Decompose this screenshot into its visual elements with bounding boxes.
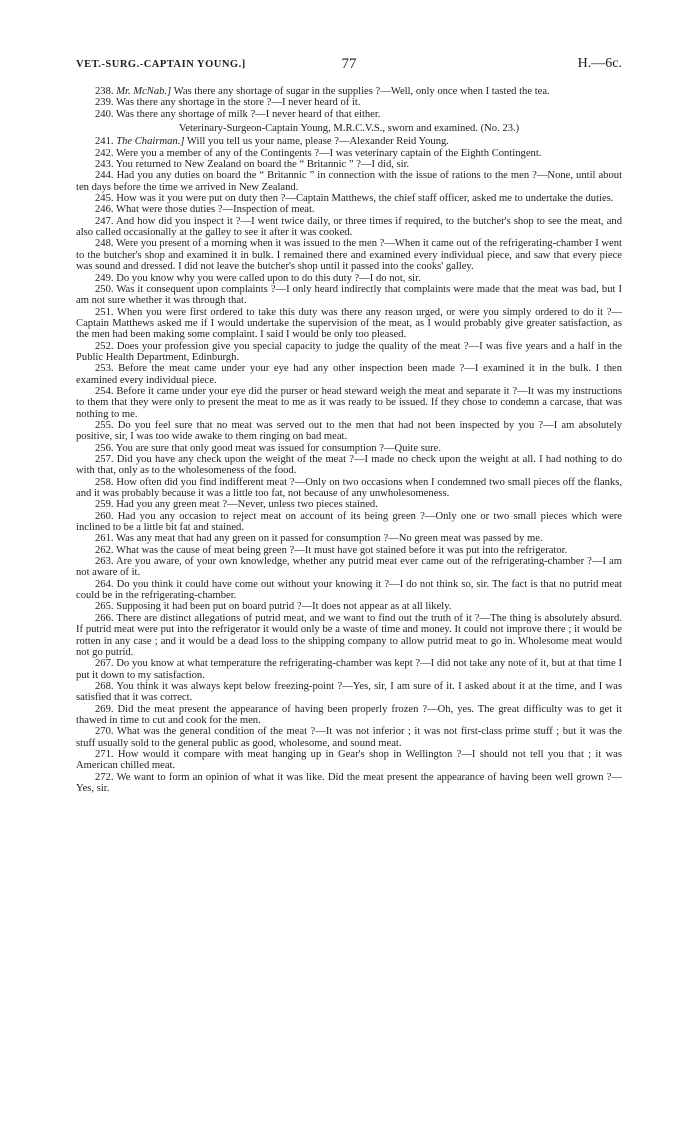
testimony-paragraph: [76, 658, 622, 681]
testimony-paragraph: [76, 148, 622, 159]
question-number: 238.: [95, 86, 117, 97]
question-answer-text: When you were first ordered to take this duty was there any reason urged, or were you simply ordered to do it ?—Captain Matthews asked me if I would undertake the supervision of the meat, as I would probably give greater satisfaction, as the men had been making some complaint. I said I would be only too pleased.: [76, 306, 622, 341]
question-number: 246.: [95, 204, 116, 216]
question-answer-text: Had you any occasion to reject meat on account of its being green ?—Only one or two small pieces which were inclined to be a little bit fat and stained.: [76, 510, 623, 534]
testimony-paragraph: [76, 726, 622, 749]
question-answer-text: What were those duties ?—Inspection of meat.: [116, 204, 315, 216]
question-number: 263.: [95, 556, 116, 568]
question-number: 257.: [95, 454, 117, 465]
document-body: [76, 86, 622, 794]
question-answer-text: How often did you find indifferent meat ?—Only on two occasions when I condemned two small pieces off the flanks, and it was probably because it was a little too fat, not because of any unwholesomeness.: [76, 476, 622, 500]
question-answer-text: Does your profession give you special capacity to judge the quality of the meat ?—I was five years and a half in the Public Health Department, Edinburgh.: [76, 340, 623, 363]
testimony-paragraph: [76, 97, 622, 108]
speaker-name: The Chairman.]: [116, 136, 185, 148]
document-reference: H.—6c.: [577, 56, 622, 71]
question-number: 241.: [95, 136, 117, 148]
testimony-paragraph: [76, 193, 622, 204]
question-number: 242.: [95, 147, 116, 159]
question-answer-text: Was there any shortage of milk ?—I never heard of that either.: [116, 108, 381, 120]
testimony-paragraph: [76, 386, 622, 420]
question-number: 240.: [95, 108, 116, 120]
speaker-name: Mr. McNab.]: [116, 86, 172, 97]
question-answer-text: Before it came under your eye did the purser or head steward weigh the meat and separate it ?—It was my instructions to them that they were only to present the meat to me as it was ready to be issued. If they chose to condemn a carcase, that was nothing to me.: [76, 385, 622, 420]
testimony-paragraph: [76, 307, 622, 341]
question-answer-text: How was it you were put on duty then ?—Captain Matthews, the chief staff officer, asked me to undertake the duties.: [116, 193, 614, 205]
testimony-paragraph: [76, 454, 622, 477]
testimony-paragraph: [76, 545, 622, 556]
question-answer-text: How would it compare with meat hanging up in Gear's shop in Wellington ?—I should not tell you that ; it was American chilled meat.: [76, 748, 623, 772]
question-answer-text: Were you present of a morning when it was issued to the men ?—When it came out of the refrigerating-chamber I went to the butcher's shop and examined it in bulk. I remained there and examined every individual piece, and saw that every piece was sound and dressed. I did not leave the butcher's shop until it passed into the cooks' galley.: [76, 238, 623, 273]
question-answer-text: What was the general condition of the meat ?—It was not inferior ; it was not first-class prime stuff ; but it was the stuff usually sold to the general public as good, wholesome, and sound meat.: [76, 726, 622, 749]
question-answer-text: Do you know why you were called upon to do this duty ?—I do not, sir.: [116, 272, 421, 284]
page-number: 77: [341, 56, 357, 72]
question-answer-text: Had you any green meat ?—Never, unless two pieces stained.: [116, 499, 378, 511]
question-number: 250.: [95, 283, 117, 295]
question-number: 243.: [95, 159, 116, 171]
question-answer-text: Was there any shortage in the store ?—I never heard of it.: [116, 97, 361, 109]
testimony-paragraph: [76, 556, 622, 579]
question-answer-text: Supposing it had been put on board putrid ?—It does not appear as at all likely.: [116, 601, 452, 613]
question-number: 269.: [95, 703, 118, 715]
question-answer-text: Do you feel sure that no meat was served out to the men that had not been inspected by you ?—I am absolutely positive, sir, I was too wide awake to them ringing on bad meat.: [76, 419, 623, 443]
question-number: 247.: [95, 215, 116, 227]
question-number: 252.: [95, 340, 117, 352]
testimony-paragraph: [76, 499, 622, 510]
question-answer-text: Was there any shortage of sugar in the supplies ?—Well, only once when I tasted the tea.: [171, 86, 550, 97]
testimony-paragraph: [76, 238, 622, 272]
question-number: 245.: [95, 193, 117, 205]
testimony-paragraph: [76, 420, 622, 443]
question-answer-text: And how did you inspect it ?—I went twice daily, or three times if required, to the butcher's shop to see the meat, and also called occasionally at the galley to see it after it was cooked.: [76, 215, 622, 239]
question-answer-text: Was it consequent upon complaints ?—I only heard indirectly that complaints were made that the meat was bad, but I am not sure whether it was through that.: [76, 283, 623, 307]
question-number: 254.: [95, 385, 117, 397]
testimony-paragraph: [76, 749, 622, 772]
testimony-paragraph: [76, 86, 622, 97]
question-number: 248.: [95, 238, 116, 250]
question-answer-text: You returned to New Zealand on board the “ Britannic ” ?—I did, sir.: [115, 159, 410, 171]
question-number: 251.: [95, 306, 117, 318]
testimony-paragraph: [76, 204, 622, 215]
testimony-paragraph: [76, 109, 622, 120]
testimony-paragraph: [76, 681, 622, 704]
header-section-title: VET.-SURG.-CAPTAIN YOUNG.]: [76, 59, 246, 70]
testimony-paragraph: [76, 443, 622, 454]
question-number: 256.: [95, 442, 116, 454]
testimony-paragraph: [76, 170, 622, 193]
question-answer-text: Do you know at what temperature the refrigerating-chamber was kept ?—I did not take any note of it, but at that time I put it down to my satisfaction.: [76, 658, 623, 681]
question-number: 239.: [95, 97, 116, 109]
testimony-paragraph: [76, 136, 622, 147]
question-number: 258.: [95, 476, 117, 488]
question-answer-text: Are you aware, of your own knowledge, whether any putrid meat ever came out of the refrigerating-chamber ?—I am not aware of it.: [76, 556, 622, 579]
question-answer-text: Before the meat came under your eye had any other inspection been made ?—I examined it in the bulk. I then examined every individual piece.: [76, 363, 623, 386]
testimony-paragraph: [76, 601, 622, 612]
question-number: 270.: [95, 726, 117, 738]
testimony-paragraph: [76, 284, 622, 307]
testimony-paragraph: [76, 533, 622, 544]
testimony-paragraph: [76, 341, 622, 364]
testimony-paragraph: [76, 772, 622, 795]
question-number: 271.: [95, 748, 118, 760]
question-number: 259.: [95, 499, 117, 511]
testimony-paragraph: [76, 511, 622, 534]
question-answer-text: Did you have any check upon the weight of the meat ?—I made no check upon the weight at all. I had nothing to do with that, only as to the wholesomeness of the food.: [76, 454, 623, 477]
question-answer-text: We want to form an opinion of what it was like. Did the meat present the appearance of having been well grown ?—Yes, sir.: [76, 771, 622, 794]
question-answer-text: Were you a member of any of the Contingents ?—I was veterinary captain of the Eighth Contingent.: [116, 147, 542, 159]
testimony-paragraph: [76, 579, 622, 602]
question-answer-text: There are distinct allegations of putrid meat, and we want to find out the truth of it ?—The thing is absolutely absurd. If putrid meat were put into the refrigerator it would only be a waste of time and money. It could not improve there ; it would be rotten in any case ; and it would be a dead loss to the shipping company to allow putrid meat to go in. Wholesome meat would not go putrid.: [76, 612, 622, 658]
witness-heading: Veterinary-Surgeon-Captain Young, M.R.C.V.S., sworn and examined. (No. 23.): [178, 123, 520, 135]
question-answer-text: Did the meat present the appearance of having been properly frozen ?—Oh, yes. The great difficulty was to get it thawed in time to cut and cook for the men.: [76, 703, 623, 726]
question-answer-text: Do you think it could have come out without your knowing it ?—I do not think so, sir. The fact is that no putrid meat could be in the refrigerating-chamber.: [76, 578, 622, 602]
testimony-paragraph: [76, 613, 622, 658]
question-number: 255.: [95, 419, 118, 431]
question-number: 272.: [95, 771, 117, 783]
question-number: 267.: [95, 658, 117, 670]
question-number: 244.: [95, 170, 117, 182]
testimony-paragraph: [76, 363, 622, 386]
running-header: [76, 56, 622, 76]
question-number: 249.: [95, 272, 117, 284]
question-number: 265.: [95, 601, 117, 613]
question-number: 262.: [95, 544, 116, 556]
testimony-paragraph: [76, 159, 622, 170]
testimony-paragraph: [76, 273, 622, 284]
testimony-paragraph: [76, 477, 622, 500]
question-answer-text: Will you tell us your name, please ?—Alexander Reid Young.: [184, 136, 449, 148]
question-answer-text: What was the cause of meat being green ?—It must have got stained before it was put into the refrigerator.: [116, 544, 568, 556]
question-number: 260.: [95, 510, 118, 522]
question-answer-text: Was any meat that had any green on it passed for consumption ?—No green meat was passed by me.: [116, 533, 543, 545]
question-answer-text: You think it was always kept below freezing-point ?—Yes, sir, I am sure of it. I asked about it at the time, and I was satisfied that it was correct.: [76, 680, 622, 704]
question-number: 268.: [95, 680, 117, 692]
testimony-paragraph: [76, 216, 622, 239]
question-number: 264.: [95, 578, 117, 590]
question-number: 266.: [95, 612, 117, 624]
question-answer-text: You are sure that only good meat was issued for consumption ?—Quite sure.: [115, 442, 442, 454]
question-number: 261.: [95, 533, 116, 545]
testimony-paragraph: [76, 704, 622, 727]
question-number: 253.: [95, 363, 119, 375]
question-answer-text: Had you any duties on board the “ Britannic ” in connection with the issue of rations to the men ?—None, until about ten days before the time we arrived in New Zealand.: [76, 170, 623, 193]
